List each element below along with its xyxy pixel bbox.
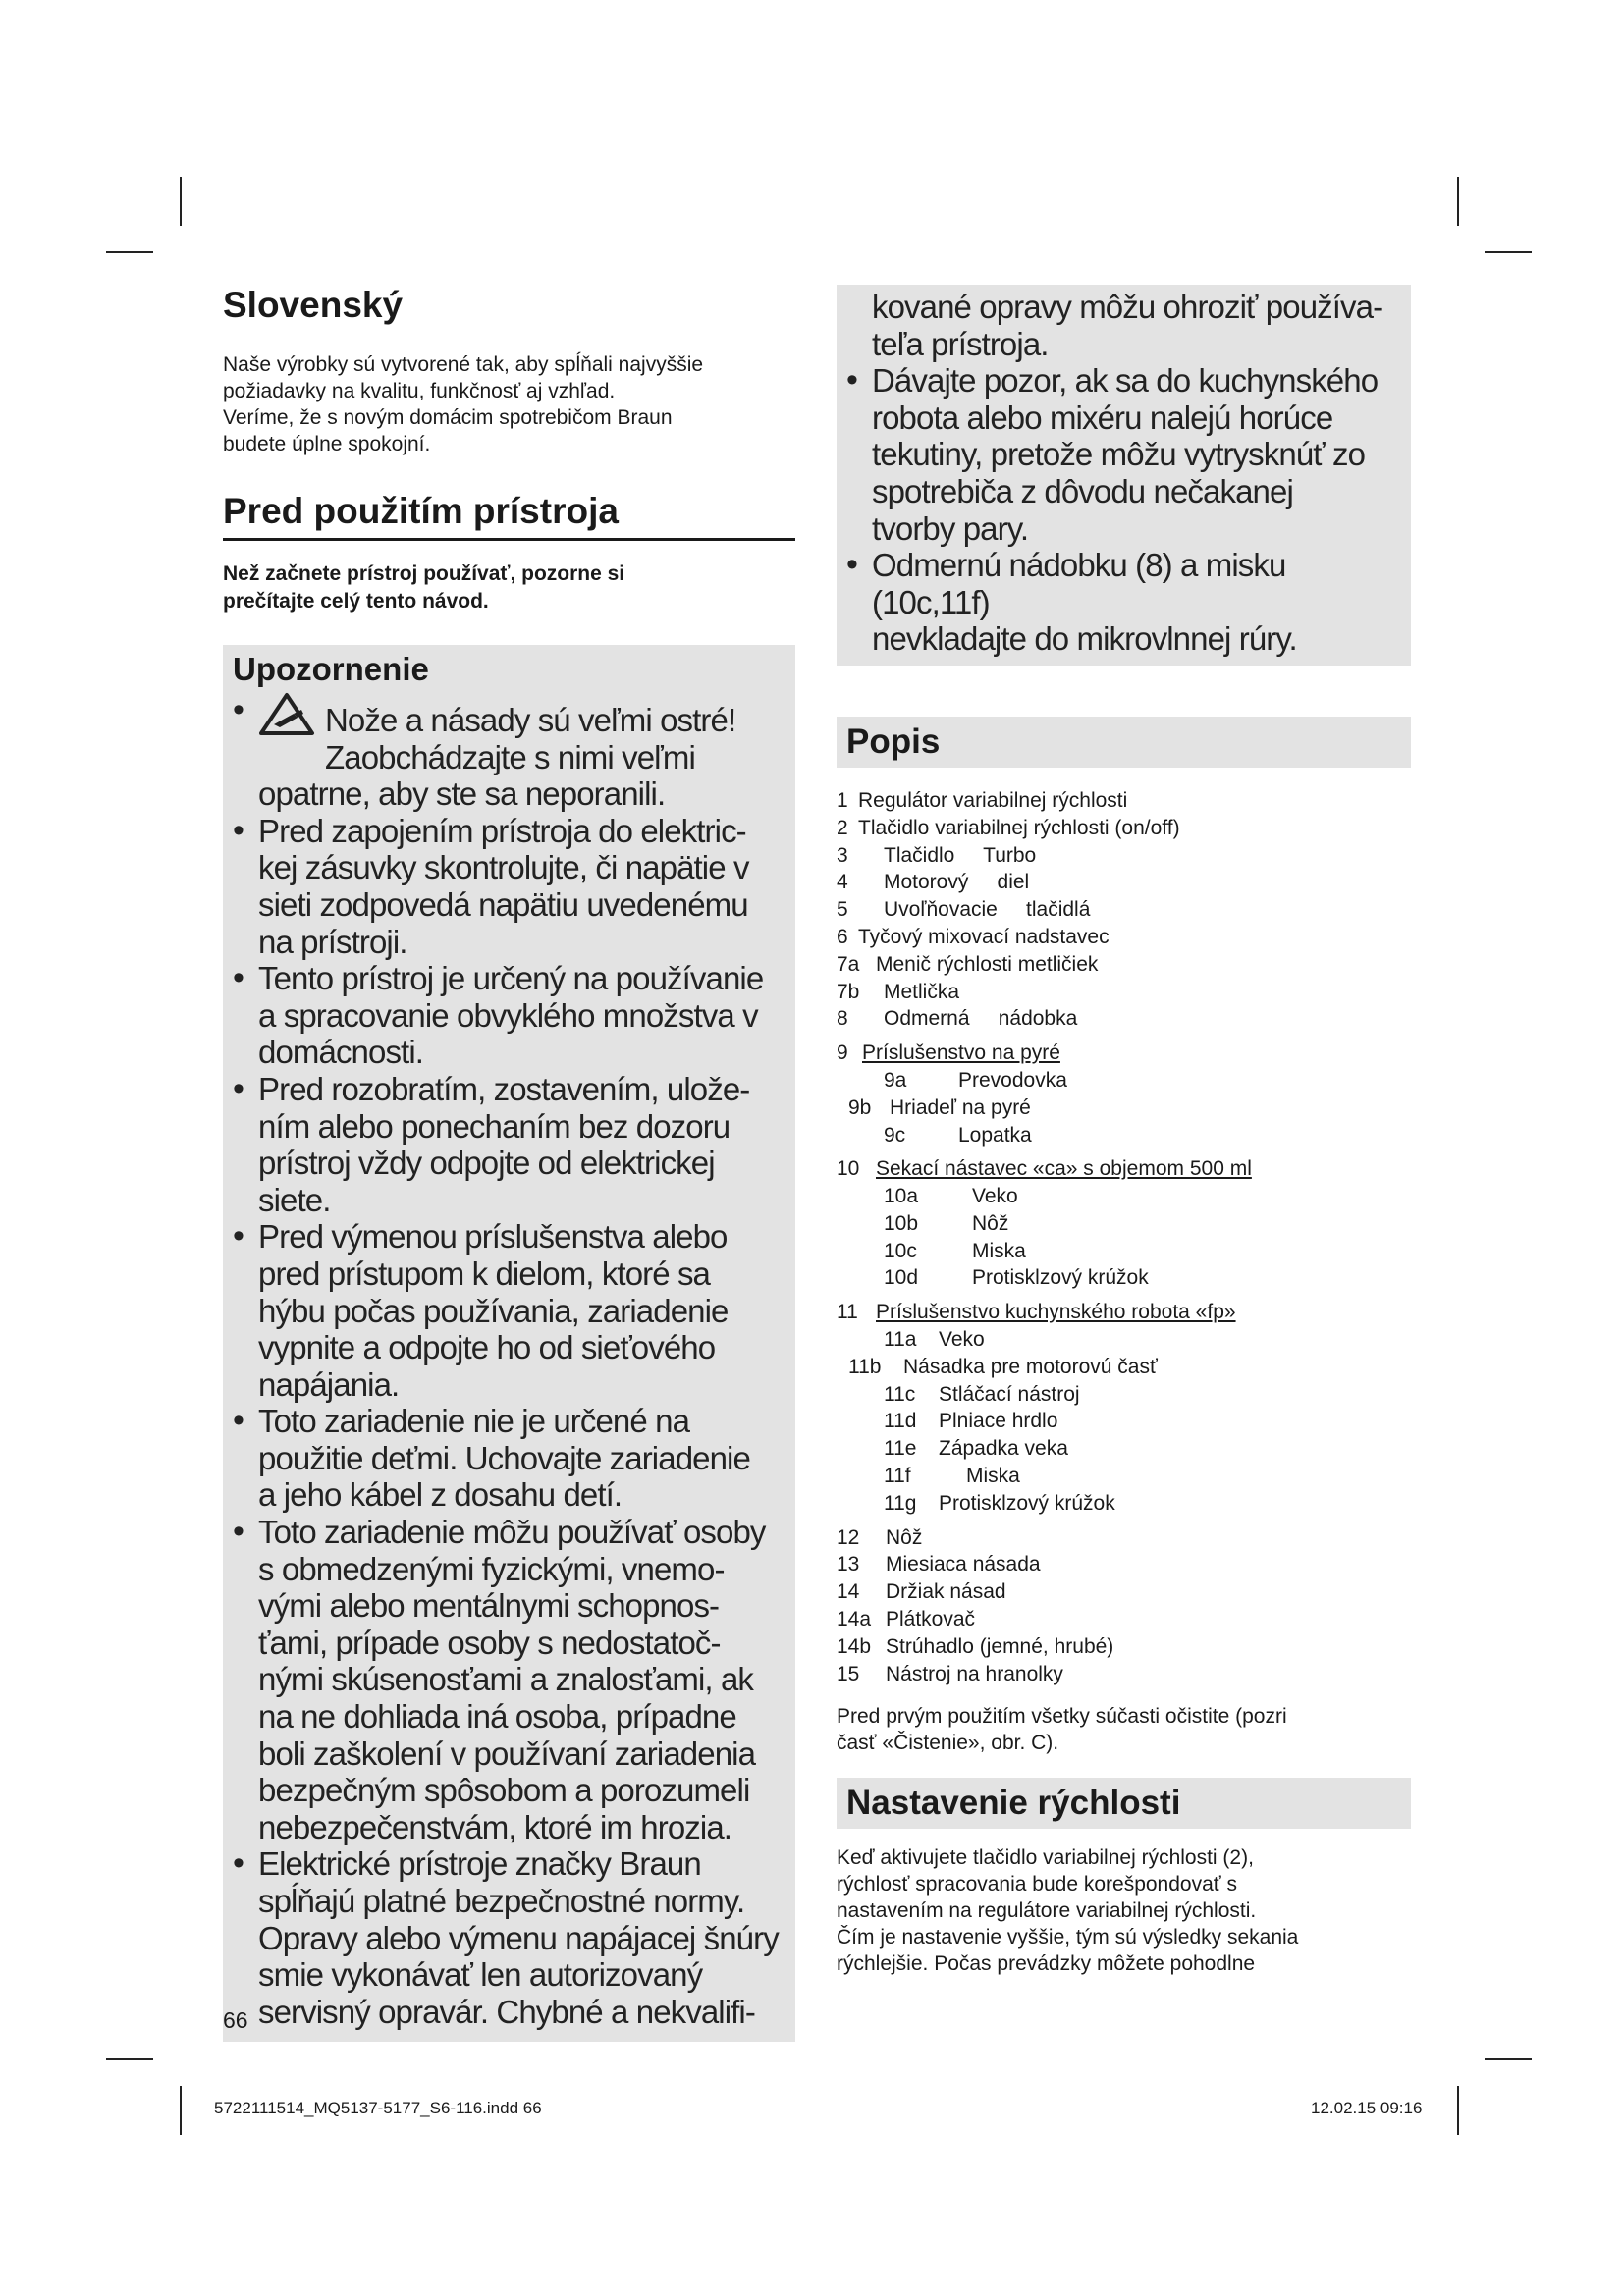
part-label: Protisklzový krúžok xyxy=(972,1266,1149,1290)
warning-line: teľa prístroja. xyxy=(872,325,1049,362)
warning-line: na ne dohliada iná osoba, prípadne xyxy=(258,1698,736,1735)
part-number: 10b xyxy=(884,1211,919,1235)
part-item xyxy=(837,1490,1411,1518)
warning-line: ťami, prípade osoby s nedostatoč- xyxy=(258,1624,721,1661)
warning-line: nebezpečenstvám, ktoré im hrozia. xyxy=(258,1808,732,1845)
warning-line: nevkladajte do mikrovlnnej rúry. xyxy=(872,620,1297,658)
warning-line: napájania. xyxy=(258,1365,400,1403)
part-number: 11e xyxy=(884,1437,917,1461)
part-label: Plátkovač xyxy=(886,1608,976,1631)
crop-mark xyxy=(1485,251,1532,253)
part-item xyxy=(837,1326,1411,1354)
speed-paragraph xyxy=(837,1844,1411,1977)
warning-line: a spracovanie obvyklého množstva v xyxy=(258,996,758,1034)
part-number: 6 xyxy=(837,925,848,948)
warning-line: pred prístupom k dielom, ktoré sa xyxy=(258,1255,711,1292)
part-label: Motorový diel xyxy=(884,871,1030,894)
part-item xyxy=(837,1633,1411,1661)
part-item xyxy=(837,869,1411,896)
part-label: Metlička xyxy=(884,980,960,1003)
warning-line: domácnosti. xyxy=(258,1034,424,1071)
part-item xyxy=(837,1183,1411,1210)
warning-box xyxy=(223,645,795,2042)
part-number: 14a xyxy=(837,1608,872,1631)
warning-line: tvorby pary. xyxy=(872,509,1029,547)
warning-line: na prístroji. xyxy=(258,923,407,960)
part-label: Sekací nástavec «ca» s objemom 500 ml xyxy=(876,1157,1252,1181)
part-number: 9c xyxy=(884,1123,906,1147)
part-item xyxy=(837,1155,1411,1183)
part-label: Uvoľňovacie tlačidlá xyxy=(884,898,1091,922)
part-label: Veko xyxy=(939,1328,985,1352)
warning-line: • Elektrické prístroje značky Braun xyxy=(258,1845,701,1883)
part-number: 12 xyxy=(837,1525,860,1549)
warning-item xyxy=(846,547,1401,658)
part-number: 10 xyxy=(837,1157,860,1181)
section-title-before-use: Pred použitím prístroja xyxy=(223,491,795,541)
part-number: 13 xyxy=(837,1553,860,1576)
language-heading: Slovenský xyxy=(223,285,404,325)
section-title-speed-setting: Nastavenie rýchlosti xyxy=(837,1778,1411,1829)
warning-line: • Toto zariadenie môžu používať osoby xyxy=(258,1514,766,1551)
warning-line: Opravy alebo výmenu napájacej šnúry xyxy=(258,1919,779,1956)
warning-item xyxy=(233,813,785,960)
part-number: 9a xyxy=(884,1068,907,1092)
part-label: Príslušenstvo kuchynského robota «fp» xyxy=(876,1301,1236,1324)
part-number: 11f xyxy=(884,1465,911,1488)
part-number: 11 xyxy=(837,1301,858,1324)
part-label: Nástroj na hranolky xyxy=(886,1662,1063,1685)
warning-line: • Pred výmenou príslušenstva alebo xyxy=(258,1218,728,1255)
note-line: časť «Čistenie», obr. C). xyxy=(837,1732,1059,1755)
warning-line: ním alebo ponechaním bez dozoru xyxy=(258,1107,731,1145)
note-line: Pred prvým použitím všetky súčasti očistite (pozri xyxy=(837,1705,1287,1729)
part-item xyxy=(837,896,1411,924)
part-item xyxy=(837,1524,1411,1552)
part-item xyxy=(837,842,1411,870)
part-label: Veko xyxy=(972,1185,1018,1208)
part-item xyxy=(837,1578,1411,1606)
warning-continuation xyxy=(846,289,1401,362)
right-column xyxy=(837,285,1411,1977)
warning-line: smie vykonávať len autorizovaný xyxy=(258,1956,703,1994)
warning-line: prístroj vždy odpojte od elektrickej xyxy=(258,1145,715,1182)
part-number: 11c xyxy=(884,1382,916,1406)
intro-line: Naše výrobky sú vytvorené tak, aby spĺňali najvyššie xyxy=(223,353,704,376)
part-item xyxy=(837,787,1411,815)
part-item xyxy=(837,1040,1411,1067)
speed-line: Keď aktivujete tlačidlo variabilnej rýchlosti (2), xyxy=(837,1846,1254,1870)
intro-line: Veríme, že s novým domácim spotrebičom Braun xyxy=(223,406,673,429)
crop-mark xyxy=(106,2058,153,2060)
warning-list-continued xyxy=(846,362,1401,658)
warning-line: bezpečným spôsobom a porozumeli xyxy=(258,1772,750,1809)
part-label: Násadka pre motorovú časť xyxy=(903,1355,1158,1378)
crop-mark xyxy=(1457,177,1459,226)
part-item xyxy=(837,1463,1411,1490)
part-item xyxy=(837,1122,1411,1149)
part-item xyxy=(837,951,1411,979)
part-label: Tlačidlo variabilnej rýchlosti (on/off) xyxy=(858,816,1180,839)
lead-line: prečítajte celý tento návod. xyxy=(223,590,489,613)
warning-line: • Pred zapojením prístroja do elektric- xyxy=(258,812,746,849)
part-number: 15 xyxy=(837,1662,860,1685)
crop-mark xyxy=(1485,2058,1532,2060)
warning-line: • Pred rozobratím, zostavením, ulože- xyxy=(258,1070,750,1107)
part-number: 10d xyxy=(884,1266,919,1290)
warning-line: spotrebiča z dôvodu nečakanej xyxy=(872,472,1293,509)
part-label: Lopatka xyxy=(958,1123,1032,1147)
intro-paragraph xyxy=(223,351,795,457)
part-item xyxy=(837,1005,1411,1033)
warning-line: servisný opravár. Chybné a nekvalifi- xyxy=(258,1993,755,2030)
part-item xyxy=(837,1661,1411,1688)
part-item xyxy=(837,1354,1411,1381)
part-label: Miesiaca násada xyxy=(886,1553,1041,1576)
part-label: Západka veka xyxy=(939,1437,1068,1461)
part-item xyxy=(837,1435,1411,1463)
part-number: 9b xyxy=(848,1095,872,1119)
intro-line: budete úplne spokojní. xyxy=(223,433,431,455)
part-item xyxy=(837,1264,1411,1292)
intro-line: požiadavky na kvalitu, funkčnosť aj vzhľad. xyxy=(223,380,616,402)
footer-date: 12.02.15 09:16 xyxy=(1311,2099,1423,2117)
speed-line: Čím je nastavenie vyššie, tým sú výsledky sekania xyxy=(837,1926,1299,1949)
part-item xyxy=(837,979,1411,1006)
lead-instruction xyxy=(223,561,795,615)
warning-item xyxy=(233,1071,785,1218)
part-number: 4 xyxy=(837,871,848,894)
part-number: 10a xyxy=(884,1185,919,1208)
warning-line: použitie deťmi. Uchovajte zariadenie xyxy=(258,1439,750,1476)
part-item xyxy=(837,1095,1411,1122)
cleaning-note xyxy=(837,1703,1411,1756)
part-number: 11d xyxy=(884,1410,917,1433)
part-number: 14b xyxy=(837,1634,872,1658)
crop-mark xyxy=(180,2086,182,2135)
warning-line: a jeho kábel z dosahu detí. xyxy=(258,1476,623,1514)
part-number: 9 xyxy=(837,1041,848,1065)
part-number: 11b xyxy=(848,1355,882,1378)
warning-line: opatrne, aby ste sa neporanili. xyxy=(258,775,666,813)
part-number: 3 xyxy=(837,843,848,867)
warning-line: sieti zodpovedá napätiu uvedenému xyxy=(258,885,748,923)
warning-item xyxy=(846,362,1401,547)
part-item xyxy=(837,1408,1411,1435)
part-label: Stláčací nástroj xyxy=(939,1382,1080,1406)
part-label: Príslušenstvo na pyré xyxy=(862,1041,1060,1065)
part-number: 1 xyxy=(837,788,848,812)
warning-line: boli zaškolení v používaní zariadenia xyxy=(258,1735,756,1772)
part-item xyxy=(837,1606,1411,1633)
lead-line: Než začnete prístroj používať, pozorne si xyxy=(223,562,625,585)
speed-line: rýchlejšie. Počas prevádzky môžete pohodlne xyxy=(837,1952,1256,1976)
warning-line: • Odmernú nádobku (8) a misku (10c,11f) xyxy=(872,547,1286,620)
warning-line: nými skúsenosťami a znalosťami, ak xyxy=(258,1661,754,1698)
crop-mark xyxy=(1457,2086,1459,2135)
part-number: 5 xyxy=(837,898,848,922)
warning-list xyxy=(233,692,785,2030)
warning-line: robota alebo mixéru nalejú horúce xyxy=(872,399,1333,436)
part-label: Protisklzový krúžok xyxy=(939,1491,1115,1515)
warning-item xyxy=(233,1514,785,1845)
warning-box-continued xyxy=(837,285,1411,666)
speed-line: nastavením na regulátore variabilnej rýchlosti. xyxy=(837,1899,1257,1923)
part-number: 11a xyxy=(884,1328,917,1352)
part-item xyxy=(837,1067,1411,1095)
warning-line: siete. xyxy=(258,1181,331,1218)
warning-line: • Dávajte pozor, ak sa do kuchynského xyxy=(872,362,1379,400)
warning-line: tekutiny, pretože môžu vytrysknúť zo xyxy=(872,436,1366,473)
part-label: Prevodovka xyxy=(958,1068,1067,1092)
warning-line: hýbu počas používania, zariadenie xyxy=(258,1292,729,1329)
part-number: 2 xyxy=(837,816,848,839)
part-number: 7b xyxy=(837,980,860,1003)
part-item xyxy=(837,1238,1411,1265)
crop-mark xyxy=(106,251,153,253)
warning-item xyxy=(233,960,785,1071)
part-label: Odmerná nádobka xyxy=(884,1007,1078,1031)
warning-line: • Tento prístroj je určený na používanie xyxy=(258,960,764,997)
cut-warning-icon xyxy=(258,692,315,737)
part-item xyxy=(837,1299,1411,1326)
part-label: Nôž xyxy=(972,1211,1009,1235)
part-label: Tyčový mixovací nadstavec xyxy=(858,925,1110,948)
part-number: 11g xyxy=(884,1491,917,1515)
warning-line: kej zásuvky skontrolujte, či napätie v xyxy=(258,849,749,886)
warning-line: vypnite a odpojte ho od sieťového xyxy=(258,1329,716,1366)
left-column xyxy=(223,285,795,2042)
warning-line: spĺňajú platné bezpečnostné normy. xyxy=(258,1883,745,1919)
part-item xyxy=(837,924,1411,951)
speed-line: rýchlosť spracovania bude korešpondovať s xyxy=(837,1873,1237,1896)
part-label: Menič rýchlosti metličiek xyxy=(876,952,1099,976)
part-label: Tlačidlo Turbo xyxy=(884,843,1037,867)
page-number: 66 xyxy=(223,2007,248,2033)
warning-item xyxy=(233,1845,785,2030)
part-item xyxy=(837,1210,1411,1238)
part-label: Plniace hrdlo xyxy=(939,1410,1058,1433)
warning-line: vými alebo mentálnymi schopnos- xyxy=(258,1587,720,1625)
part-label: Miska xyxy=(972,1239,1026,1262)
warning-line: Zaobchádzajte s nimi veľmi xyxy=(325,738,695,775)
warning-item xyxy=(233,1403,785,1514)
part-number: 10c xyxy=(884,1239,917,1262)
warning-line: kované opravy môžu ohroziť používa- xyxy=(872,289,1383,325)
warning-title: Upozornenie xyxy=(233,651,429,687)
part-number: 8 xyxy=(837,1007,848,1031)
part-item xyxy=(837,1381,1411,1409)
part-number: 7a xyxy=(837,952,860,976)
section-title-description: Popis xyxy=(837,717,1411,768)
part-label: Hriadeľ na pyré xyxy=(890,1095,1031,1119)
warning-line: • Toto zariadenie nie je určené na xyxy=(258,1403,690,1440)
part-number: 14 xyxy=(837,1580,860,1604)
warning-item xyxy=(233,1218,785,1403)
crop-mark xyxy=(180,177,182,226)
part-label: Regulátor variabilnej rýchlosti xyxy=(858,788,1128,812)
part-label: Nôž xyxy=(886,1525,923,1549)
footer-file-info: 5722111514_MQ5137-5177_S6-116.indd 66 xyxy=(214,2099,542,2117)
part-label: Miska xyxy=(966,1465,1020,1488)
parts-list xyxy=(837,787,1411,1688)
part-label: Držiak násad xyxy=(886,1580,1006,1604)
part-item xyxy=(837,815,1411,842)
part-label: Strúhadlo (jemné, hrubé) xyxy=(886,1634,1114,1658)
warning-line: s obmedzenými fyzickými, vnemo- xyxy=(258,1550,725,1587)
warning-item xyxy=(233,692,785,813)
warning-line: • Nože a násady sú veľmi ostré! xyxy=(258,692,785,739)
part-item xyxy=(837,1551,1411,1578)
